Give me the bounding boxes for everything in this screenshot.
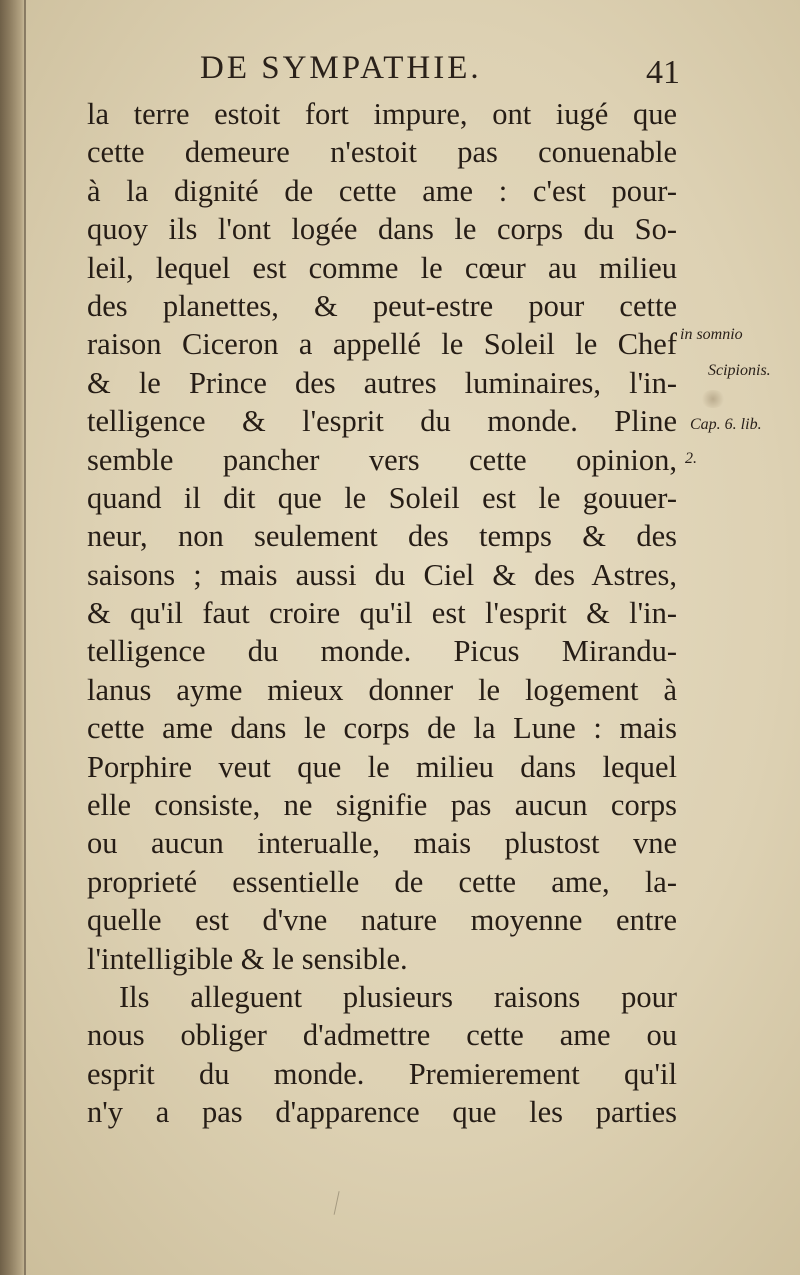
- text-line: & qu'il faut croire qu'il est l'esprit & l'in-: [87, 596, 677, 631]
- text-line: cette demeure n'estoit pas conuenable: [87, 135, 677, 170]
- body-text: [87, 95, 677, 1132]
- binding-edge: [24, 0, 26, 1275]
- text-line: & le Prince des autres luminaires, l'in-: [87, 365, 677, 400]
- text-line: elle consiste, ne signifie pas aucun corps: [87, 788, 677, 823]
- paragraph-end-line: l'intelligible & le sensible.: [87, 941, 408, 976]
- text-line: leil, lequel est comme le cœur au milieu: [87, 250, 677, 285]
- page-number: 41: [646, 54, 680, 91]
- text-line: neur, non seulement des temps & des: [87, 519, 677, 554]
- paper-mark: [334, 1191, 350, 1217]
- text-line: esprit du monde. Premierement qu'il: [87, 1056, 677, 1091]
- text-line: à la dignité de cette ame : c'est pour-: [87, 173, 677, 208]
- text-line: quelle est d'vne nature moyenne entre: [87, 903, 677, 938]
- ink-stain: [700, 390, 726, 408]
- text-line: n'y a pas d'apparence que les parties: [87, 1095, 677, 1130]
- text-line: lanus ayme mieux donner le logement à: [87, 672, 677, 707]
- text-line: la terre estoit fort impure, ont iugé que: [87, 97, 677, 131]
- text-line: des planettes, & peut-estre pour cette: [87, 288, 677, 323]
- paragraph-first-line: Ils alleguent plusieurs raisons pour: [119, 979, 677, 1014]
- text-line: ou aucun interualle, mais plustost vne: [87, 826, 677, 861]
- text-line: telligence du monde. Picus Mirandu-: [87, 634, 677, 669]
- running-title: DE SYMPATHIE.: [200, 50, 482, 86]
- margin-note: in somnio: [680, 326, 743, 343]
- page-header: [200, 50, 680, 94]
- text-line: Porphire veut que le milieu dans lequel: [87, 749, 677, 784]
- text-line: quand il dit que le Soleil est le gouuer-: [87, 480, 677, 515]
- text-line: nous obliger d'admettre cette ame ou: [87, 1018, 677, 1053]
- text-line: cette ame dans le corps de la Lune : mais: [87, 711, 677, 746]
- text-line: semble pancher vers cette opinion,: [87, 442, 677, 477]
- text-line: raison Ciceron a appellé le Soleil le Chef: [87, 327, 677, 362]
- margin-note: Cap. 6. lib.: [690, 416, 762, 433]
- margin-note: 2.: [685, 450, 697, 467]
- margin-note: Scipionis.: [708, 362, 771, 379]
- book-gutter: [0, 0, 26, 1275]
- text-line: proprieté essentielle de cette ame, la-: [87, 864, 677, 899]
- text-line: quoy ils l'ont logée dans le corps du So-: [87, 212, 677, 247]
- text-line: telligence & l'esprit du monde. Pline: [87, 404, 677, 439]
- text-line: saisons ; mais aussi du Ciel & des Astres,: [87, 557, 677, 592]
